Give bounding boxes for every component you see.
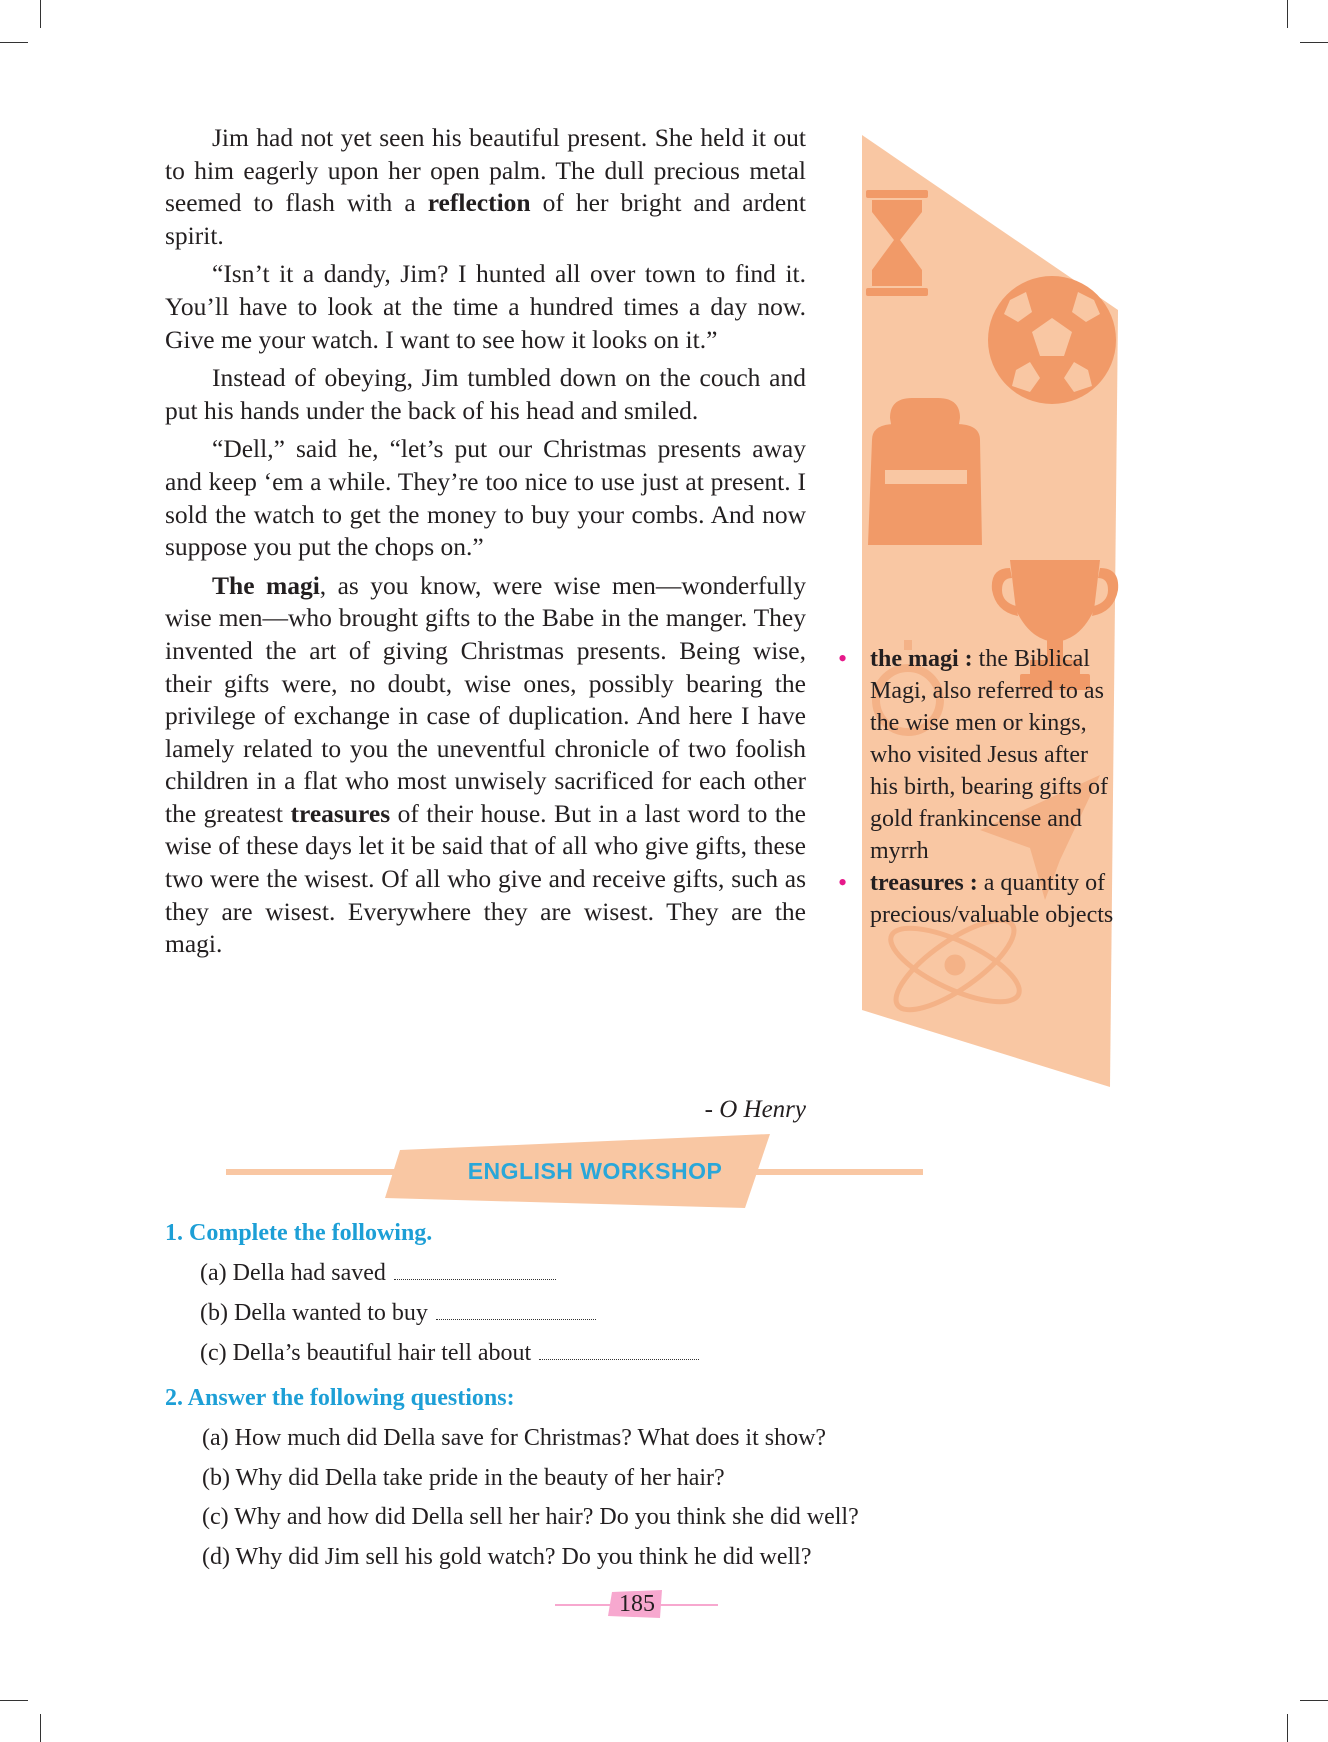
paragraph: “Dell,” said he, “let’s put our Christmas presents away and keep ‘em a while. They’re too nice to use just at present. I sold the watch to get the money to buy your combs. And now suppose you put the chops on.” <box>165 434 806 562</box>
bullet-icon: • <box>838 868 848 897</box>
glossary-term: treasures : <box>870 870 978 896</box>
question-text: (b) Della wanted to buy <box>200 1300 428 1326</box>
question-text: (a) Della had saved <box>200 1260 386 1286</box>
workshop-title: ENGLISH WORKSHOP <box>467 1158 723 1184</box>
question-item: (a) How much did Della save for Christmas? What does it show? <box>202 1425 827 1451</box>
text: of their house. But in a last word to the wise of these days let it be said that of all who give gifts, these two were the wisest. Of all who give and receive gifts, such as they are wisest. Everywhere they are wisest. They are the magi. <box>165 798 806 959</box>
text: of her bright and ardent spirit. <box>165 188 806 250</box>
glossary-item <box>836 643 1118 867</box>
text: Jim had not yet seen his beautiful present. She held it out to him eagerly upon her open palm. The dull precious metal seemed to flash with a <box>165 123 806 218</box>
glossary-term: The magi <box>212 570 320 600</box>
question-item: (c) Why and how did Della sell her hair? Do you think she did well? <box>202 1504 859 1530</box>
paragraph: Instead of obeying, Jim tumbled down on the couch and put his hands under the back of his head and smiled. <box>165 363 806 425</box>
glossary-definition: the Biblical Magi, also referred to as the wise men or kings, who visited Jesus after his birth, bearing gifts of gold frankincense and myrrh <box>870 646 1108 864</box>
text: , as you know, were wise men—wonderfully wise men—who brought gifts to the Babe in the manger. They invented the art of giving Christmas presents. Being wise, their gifts were, no doubt, wise ones, possibly bearing the privilege of exchange in case of duplication. And here I have lamely related to you the uneventful chronicle of two foolish children in a flat who most unwisely sacrificed for each other the greatest <box>165 570 806 828</box>
question-text: (c) Della’s beautiful hair tell about <box>200 1340 532 1366</box>
page-number: 185 <box>619 1591 655 1617</box>
author-credit: - O Henry <box>704 1096 806 1123</box>
glossary-sidebar <box>836 643 1118 931</box>
question-1-heading: 1. Complete the following. <box>165 1220 433 1246</box>
bullet-icon: • <box>838 644 848 673</box>
glossary-definition: a quantity of precious/valuable objects <box>870 870 1114 928</box>
question-2-heading: 2. Answer the following questions: <box>165 1385 515 1411</box>
question-item: (d) Why did Jim sell his gold watch? Do you think he did well? <box>202 1544 812 1570</box>
glossary-term: treasures <box>290 798 391 828</box>
page-line-right <box>660 1604 718 1606</box>
paragraph: “Isn’t it a dandy, Jim? I hunted all over town to find it. You’ll have to look at the time a hundred times a day now. Give me your watch. I want to see how it looks on it.” <box>165 259 806 354</box>
glossary-item <box>836 867 1118 931</box>
question-item: (b) Why did Della take pride in the beauty of her hair? <box>202 1465 725 1491</box>
glossary-term: reflection <box>427 188 531 218</box>
page-line-left <box>555 1604 615 1606</box>
glossary-term: the magi : <box>870 646 973 672</box>
